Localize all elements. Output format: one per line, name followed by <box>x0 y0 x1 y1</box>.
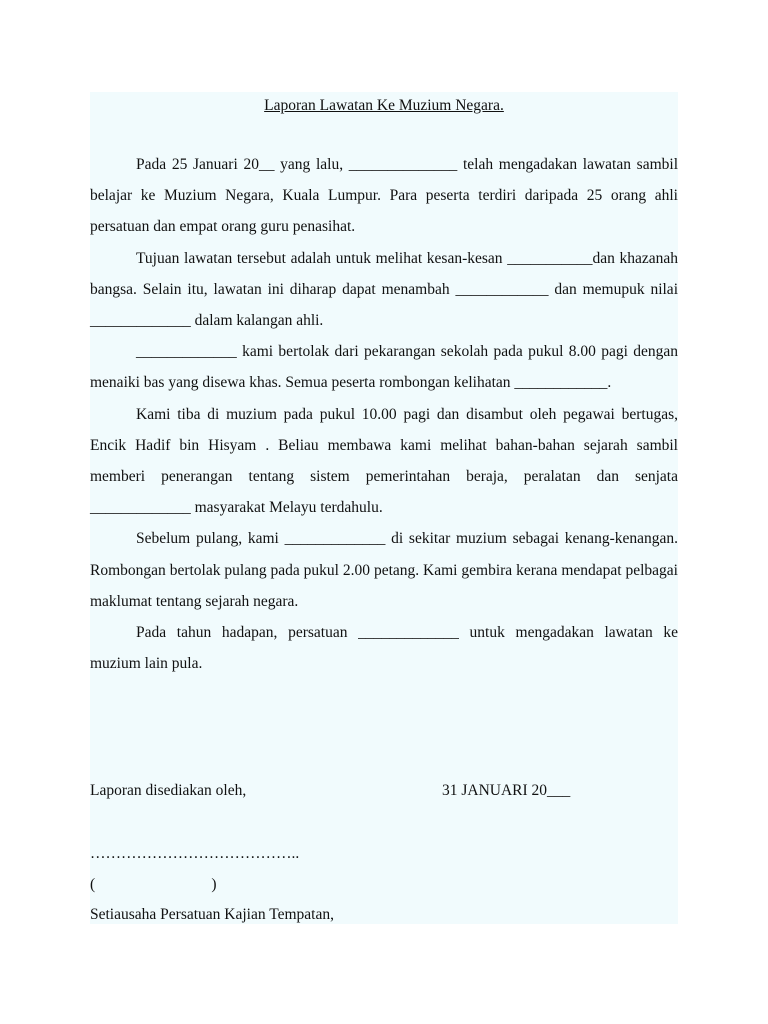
name-brackets: ( ) <box>90 876 217 893</box>
paragraph-2: Tujuan lawatan tersebut adalah untuk melihat kesan-kesan ___________dan khazanah bangsa. Selain itu, lawatan ini diharap dapat menambah ____________ dan memupuk nilai _____________ dalam kalangan ahli. <box>90 249 678 330</box>
report-body <box>90 149 678 679</box>
document-page <box>90 92 678 924</box>
paragraph-3: _____________ kami bertolak dari pekarangan sekolah pada pukul 8.00 pagi dengan menaiki bas yang disewa khas. Semua peserta rombongan kelihatan ____________. <box>90 343 678 392</box>
signature-line: ………………………………….. <box>90 845 300 862</box>
report-title: Laporan Lawatan Ke Muzium Negara. <box>264 97 504 114</box>
paragraph-5: Sebelum pulang, kami _____________ di sekitar muzium sebagai kenang-kenangan. Rombongan bertolak pulang pada pukul 2.00 petang. Kami gembira kerana mendapat pelbagai maklumat tentang sejarah negara. <box>90 530 678 610</box>
paragraph-4: Kami tiba di muzium pada pukul 10.00 pagi dan disambut oleh pegawai bertugas, Encik Hadif bin Hisyam . Beliau membawa kami melihat bahan-bahan sejarah sambil memberi penerangan tentang sistem pemerintahan beraja, peralatan dan senjata _____________ masyarakat Melayu terdahulu. <box>90 405 678 517</box>
secretary-position: Setiausaha Persatuan Kajian Tempatan, <box>90 906 334 923</box>
report-date: 31 JANUARI 20___ <box>442 782 571 799</box>
paragraph-6: Pada tahun hadapan, persatuan _____________ untuk mengadakan lawatan ke muzium lain pula. <box>90 624 678 673</box>
prepared-by-label: Laporan disediakan oleh, <box>90 782 247 799</box>
paragraph-1: Pada 25 Januari 20__ yang lalu, ______________ telah mengadakan lawatan sambil belajar ke Muzium Negara, Kuala Lumpur. Para peserta terdiri daripada 25 orang ahli persatuan dan empat orang guru penasihat. <box>90 156 678 236</box>
